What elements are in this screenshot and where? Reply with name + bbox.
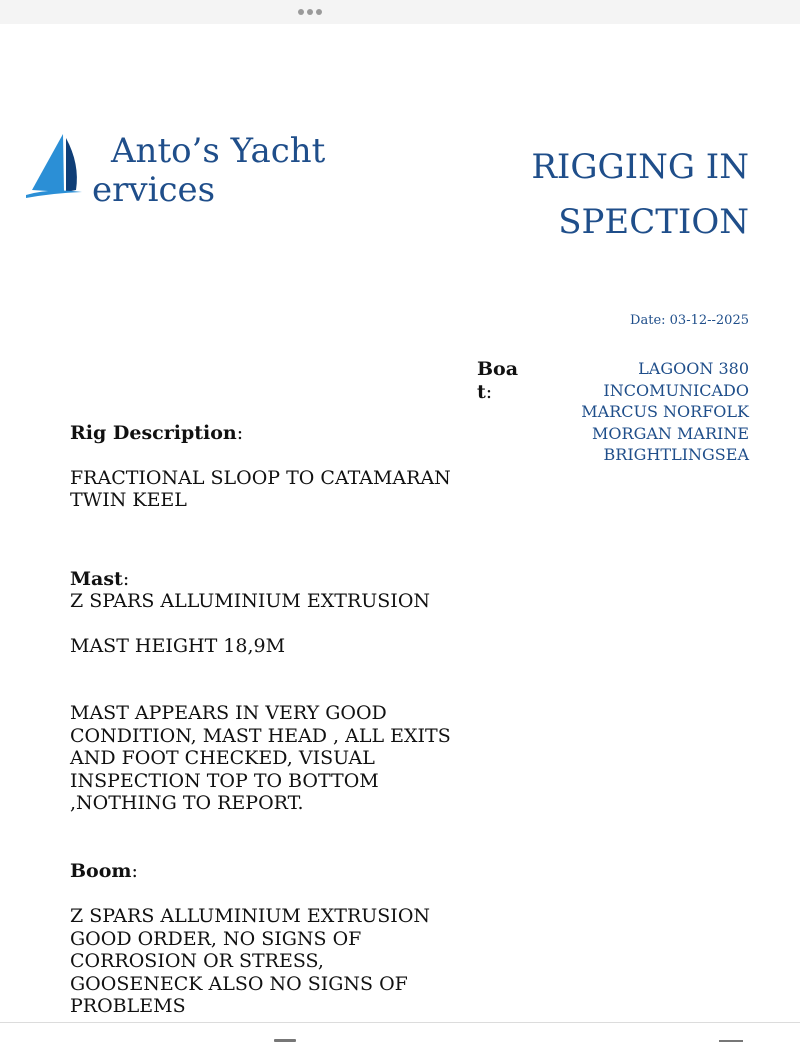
rig-description-text: FRACTIONAL SLOOP TO CATAMARAN TWIN KEEL bbox=[70, 466, 451, 511]
boom-colon: : bbox=[131, 859, 138, 882]
sailboat-logo-icon bbox=[18, 126, 88, 206]
mast-height: MAST HEIGHT 18,9M bbox=[70, 634, 286, 657]
boom-heading bbox=[70, 860, 470, 883]
company-name bbox=[92, 132, 352, 210]
boat-model: LAGOON 380 bbox=[638, 359, 749, 378]
mast-title: Mast bbox=[70, 567, 123, 590]
boat-location: BRIGHTLINGSEA bbox=[603, 445, 749, 464]
mast-heading bbox=[70, 568, 470, 591]
company-name-line-1: Anto’s Yacht bbox=[111, 131, 326, 171]
boat-label-colon: : bbox=[485, 381, 493, 403]
mast-condition: MAST APPEARS IN VERY GOOD CONDITION, MAST HEAD , ALL EXITS AND FOOT CHECKED, VISUAL INSPECTION TOP TO BOTTOM ,NOTHING TO REPORT. bbox=[70, 702, 451, 814]
document-title: RIGGING INSPECTION bbox=[531, 147, 749, 242]
boat-owner: MARCUS NORFOLK bbox=[581, 402, 749, 421]
boat-details bbox=[529, 358, 749, 466]
document-date: Date: 03-12--2025 bbox=[630, 313, 749, 328]
boom-extrusion: Z SPARS ALLUMINIUM EXTRUSION bbox=[70, 905, 431, 927]
more-options-icon[interactable] bbox=[298, 9, 322, 17]
boat-marina: MORGAN MARINE bbox=[592, 423, 749, 443]
company-name-line-2: ervices bbox=[92, 170, 216, 210]
boat-label bbox=[477, 358, 525, 404]
mast-extrusion: Z SPARS ALLUMINIUM EXTRUSION bbox=[70, 590, 431, 612]
boom-title: Boom bbox=[70, 859, 132, 882]
report-body bbox=[70, 422, 470, 1018]
boat-name: INCOMUNICADO bbox=[603, 380, 749, 400]
boom-condition: GOOD ORDER, NO SIGNS OF CORROSION OR STRESS, GOOSENECK ALSO NO SIGNS OF PROBLEMS bbox=[70, 927, 408, 1017]
viewer-top-bar bbox=[0, 0, 800, 24]
mast-colon: : bbox=[122, 567, 130, 590]
boat-label-text: Boat bbox=[477, 358, 519, 403]
viewer-bottom-bar bbox=[0, 1022, 800, 1042]
rig-description-title: Rig Description bbox=[70, 422, 237, 444]
rig-description-heading bbox=[70, 422, 470, 445]
rig-description-colon: : bbox=[236, 422, 244, 444]
